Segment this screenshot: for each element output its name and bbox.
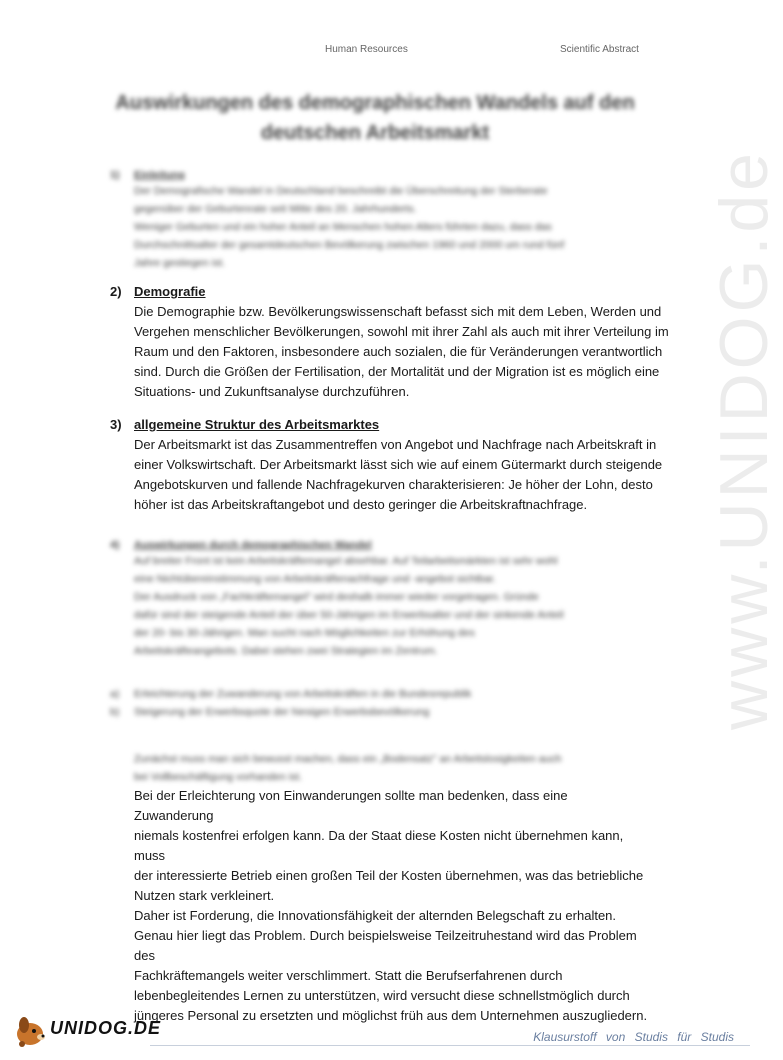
text-line: Die Demographie bzw. Bevölkerungswissenschaft befasst sich mit dem Leben, Werden und (134, 304, 662, 319)
text-line: Situations- und Zukunftsanalyse durchzuführen. (134, 384, 410, 399)
section-heading: Auswirkungen durch demographischen Wandel (134, 539, 372, 551)
final-paragraph (134, 786, 649, 1026)
list-marker: b) (110, 706, 120, 718)
text-line: dafür sind der steigende Anteil der über 50-Jährigen im Erwerbsalter und der sinkende Anteil (134, 609, 564, 621)
section-number: 1) (110, 169, 120, 181)
section-heading: Einleitung (134, 169, 185, 181)
section-body (134, 435, 669, 515)
text-line: Der Arbeitsmarkt ist das Zusammentreffen von Angebot und Nachfrage nach Arbeitskraft in (134, 437, 657, 452)
text-line: Nutzen stark verkleinert. (134, 888, 275, 903)
header-doctype: Scientific Abstract (560, 44, 639, 55)
section-number: 4) (110, 539, 120, 551)
text-line: Zunächst muss man sich bewusst machen, dass ein „Bodensatz" an Arbeitslosigkeiten auch (134, 753, 562, 765)
list-text: Steigerung der Erwerbsquote der hiesigen Erwerbsbevölkerung (134, 706, 430, 718)
title-line-1: Auswirkungen des demographischen Wandels auf den (115, 92, 635, 114)
page-header (0, 44, 750, 64)
section-heading: Demografie (134, 284, 206, 299)
blurred-paragraph (134, 750, 634, 786)
text-line: lebenbegleitendes Lernen zu unterstützen, wird versucht diese schnellstmöglich durch (134, 988, 630, 1003)
section-heading: allgemeine Struktur des Arbeitsmarktes (134, 417, 380, 432)
list-marker: a) (110, 688, 120, 700)
section-body (134, 552, 669, 660)
text-line: Auf breiter Front ist kein Arbeitskräftemangel absehbar. Auf Teilarbeitsmärkten ist sehr wohl (134, 555, 558, 567)
section-body (134, 182, 669, 272)
text-line: der 20- bis 30-Jährigen. Man sucht nach Möglichkeiten zur Erhöhung des (134, 627, 475, 639)
text-line: Weniger Geburten und ein hoher Anteil an Menschen hohen Alters führten dazu, dass das (134, 221, 552, 233)
text-line: einer Volkswirtschaft. Der Arbeitsmarkt lässt sich wie auf einem Gütermarkt durch steigende (134, 457, 663, 472)
list-item (110, 703, 650, 721)
text-line: Fachkräftemangels weiter verschlimmert. Statt die Berufserfahrenen durch (134, 968, 563, 983)
strategy-list (110, 685, 650, 721)
text-line: Bei der Erleichterung von Einwanderungen sollte man bedenken, dass eine Zuwanderung (134, 788, 568, 823)
logo-wordmark: UNIDOG.DE (50, 1018, 162, 1038)
footer-tagline: Klausurstoff von Studis für Studis (533, 1030, 734, 1044)
list-text: Erleichterung der Zuwanderung von Arbeitskräften in die Bundesrepublik (134, 688, 472, 700)
text-line: eine Nichtübereinstimmung von Arbeitskräftenachfrage und -angebot sichtbar. (134, 573, 496, 585)
text-line: Vergehen menschlicher Bevölkerungen, sowohl mit ihrer Zahl als auch mit ihrer Verteilung im (134, 324, 669, 339)
watermark-text: www.UNIDOG.de (706, 149, 782, 730)
text-line: höher ist das Arbeitskraftangebot und desto geringer die Arbeitskraftnachfrage. (134, 497, 588, 512)
text-line: Angebotskurven und fallende Nachfragekurven charakterisieren: Je höher der Lohn, desto (134, 477, 653, 492)
text-line: Daher ist Forderung, die Innovationsfähigkeit der alternden Belegschaft zu erhalten. (134, 908, 617, 923)
document-title (60, 88, 690, 148)
text-line: Durchschnittsalter der gesamtdeutschen Bevölkerung zwischen 1960 und 2000 um rund fünf (134, 239, 565, 251)
header-topic: Human Resources (325, 44, 408, 55)
text-line: Genau hier liegt das Problem. Durch beispielsweise Teilzeitruhestand wird das Problem des (134, 928, 637, 963)
text-line: der interessierte Betrieb einen großen Teil der Kosten übernehmen, was das betriebliche (134, 868, 644, 883)
title-line-2: deutschen Arbeitsmarkt (260, 122, 490, 144)
text-line: Raum und den Faktoren, insbesondere auch sozialen, die für Veränderungen verantwortlich (134, 344, 663, 359)
list-item (110, 685, 650, 703)
text-line: gegenüber der Geburtenrate seit Mitte des 20. Jahrhunderts. (134, 203, 417, 215)
section-body (134, 302, 669, 402)
section-number: 3) (110, 417, 122, 432)
text-line: Jahre gestiegen ist. (134, 257, 226, 269)
text-line: niemals kostenfrei erfolgen kann. Da der Staat diese Kosten nicht übernehmen kann, muss (134, 828, 624, 863)
text-line: Der Ausdruck von „Fachkräftemangel" wird deshalb immer wieder vorgetragen. Gründe (134, 591, 539, 603)
text-line: Arbeitskräfteangebots. Dabei stehen zwei Strategien im Zentrum. (134, 645, 438, 657)
footer-divider (150, 1045, 750, 1046)
text-line: bei Vollbeschäftigung vorhanden ist. (134, 771, 303, 783)
text-line: jüngeres Personal zu ersetzten und möglichst früh aus dem Unternehmen auszugliedern. (134, 1008, 648, 1023)
text-line: sind. Durch die Größen der Fertilisation, der Mortalität und der Migration ist es möglich eine (134, 364, 660, 379)
section-number: 2) (110, 284, 122, 299)
text-line: Der Demografische Wandel in Deutschland beschreibt die Überschreitung der Sterberate (134, 185, 548, 197)
